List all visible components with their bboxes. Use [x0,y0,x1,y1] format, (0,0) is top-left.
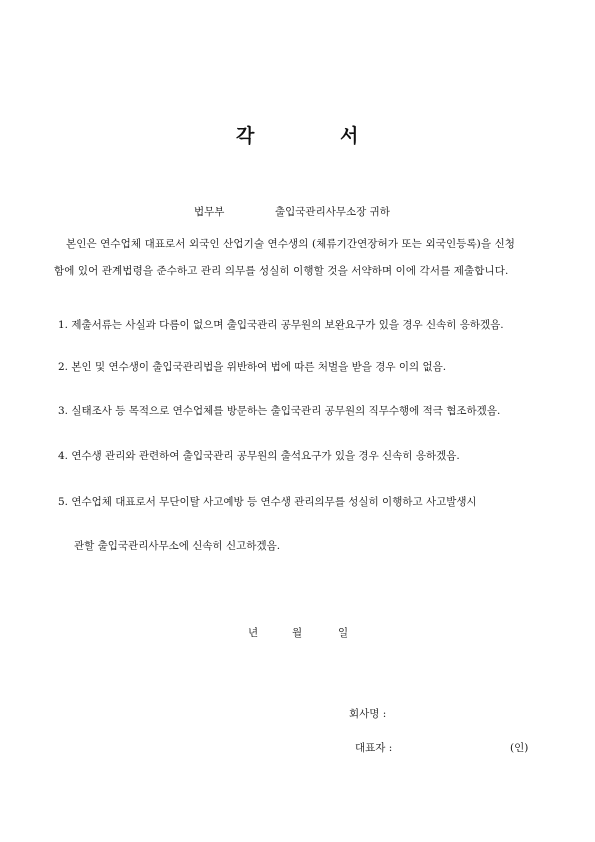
list-item-1: 1. 제출서류는 사실과 다름이 없으며 출입국관리 공무원의 보완요구가 있을 경우 신속히 응하겠음. [58,319,504,331]
list-item-3: 3. 실태조사 등 목적으로 연수업체를 방문하는 출입국관리 공무원의 직무수행에 적극 협조하겠음. [58,405,501,417]
list-item-5-continuation: 관할 출입국관리사무소에 신속히 신고하겠음. [74,540,281,552]
list-item-5: 5. 연수업체 대표로서 무단이탈 사고예방 등 연수생 관리의무를 성실히 이행하고 사고발생시 [58,496,477,508]
list-item-4: 4. 연수생 관리와 관련하여 출입국관리 공무원의 출석요구가 있을 경우 신속히 응하겠음. [58,450,460,462]
list-item-2: 2. 본인 및 연수생이 출입국관리법을 위반하여 법에 따른 처벌을 받을 경우 이의 없음. [58,361,447,373]
seal-mark: (인) [510,742,529,754]
date-day: 일 [338,627,349,639]
date-month: 월 [292,627,303,639]
representative-label: 대표자 : [355,742,393,754]
addressee-ministry: 법무부 [194,206,225,218]
intro-line-1: 본인은 연수업체 대표로서 외국인 산업기술 연수생의 (체류기간연장허가 또는 외국인등록)을 신청 [66,238,516,250]
intro-line-2: 함에 있어 관계법령을 준수하고 관리 의무를 성실히 이행할 것을 서약하며 이에 각서를 제출합니다. [54,265,509,277]
company-name-label: 회사명 : [349,708,387,720]
date-year: 년 [248,627,259,639]
title-char-2: 서 [340,125,359,147]
title-char-1: 각 [236,125,255,147]
addressee-office: 출입국관리사무소장 귀하 [275,206,390,218]
